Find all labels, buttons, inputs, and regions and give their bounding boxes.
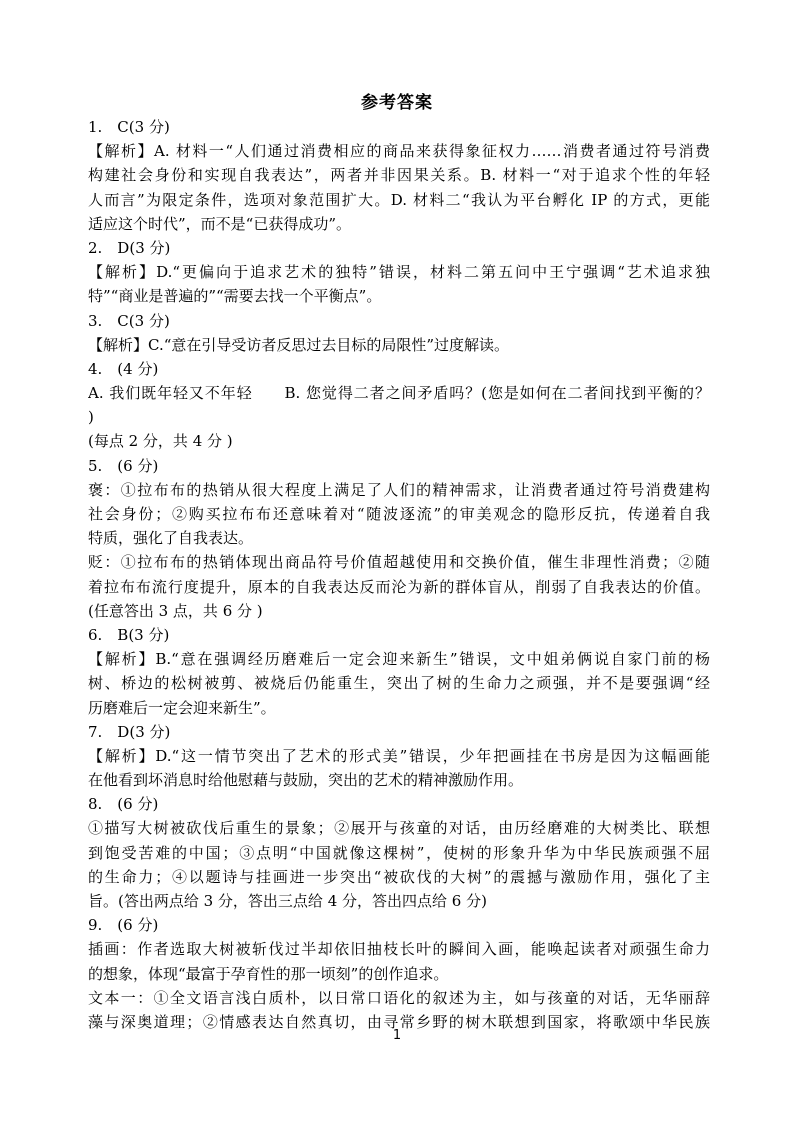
text-line: 的生命力；④以题诗与挂画进一步突出“被砍伐的大树”的震撼与激励作用，强化了主 [88,867,710,886]
answer-content [88,115,710,1034]
text-line: A. 我们既年轻又不年轻 B. 您觉得二者之间矛盾吗？(您是如何在二者间找到平衡的？ [88,384,710,403]
text-line: 的想象，体现“最富于孕育性的那一顷刻”的创作追求。 [88,964,449,983]
text-line: 人而言”为限定条件，选项对象范围扩大。D. 材料二“我认为平台孵化 IP 的方式，更能 [88,190,710,209]
text-line: 特质，强化了自我表达。 [88,529,254,548]
text-line: 藻与深奥道理；②情感表达自然真切，由寻常乡野的树木联想到国家，将歌颂中华民族 [88,1012,710,1031]
text-line: ) [88,408,94,427]
text-line: 【解析】D.“这一情节突出了艺术的形式美”错误，少年把画挂在书房是因为这幅画能 [88,746,710,765]
text-line: 2. D(3 分) [88,238,171,257]
text-line: 9. (6 分) [88,916,159,935]
page-number: 1 [392,1028,402,1043]
text-line: 【解析】A. 材料一“人们通过消费相应的商品来获得象征权力……消费者通过符号消费 [88,142,710,161]
text-line: (每点 2 分，共 4 分 ) [88,432,233,451]
page-title: 参考答案 [361,93,433,113]
text-line: 到饱受苦难的中国；③点明“中国就像这棵树”，使树的形象升华为中华民族顽强不屈 [88,843,710,862]
text-line: 历磨难后一定会迎来新生”。 [88,698,276,717]
text-line: 【解析】B.“意在强调经历磨难后一定会迎来新生”错误，文中姐弟俩说自家门前的杨 [88,650,710,669]
text-line: 【解析】C.“意在引导受访者反思过去目标的局限性”过度解读。 [88,335,510,354]
text-line: 3. C(3 分) [88,311,170,330]
text-line: 着拉布布流行度提升，原本的自我表达反而沦为新的群体盲从，削弱了自我表达的价值。 [88,577,710,596]
text-line: (任意答出 3 点，共 6 分 ) [88,601,263,620]
text-line: 适应这个时代”，而不是“已获得成功”。 [88,214,352,233]
text-line: 社会身份；②购买拉布布还意味着对“随波逐流”的审美观念的隐形反抗，传递着自我 [88,505,710,523]
text-line: 8. (6 分) [88,795,159,814]
text-line: 贬：①拉布布的热销体现出商品符号价值超越使用和交换价值，催生非理性消费；②随 [88,553,710,572]
text-line: 【解析】D.“更偏向于追求艺术的独特”错误，材料二第五问中王宁强调“艺术追求独 [88,263,710,282]
text-line: ①描写大树被砍伐后重生的景象；②展开与孩童的对话，由历经磨难的大树类比、联想 [88,819,710,838]
text-line: 5. (6 分) [88,456,159,475]
text-line: 6. B(3 分) [88,625,170,644]
text-line: 7. D(3 分) [88,722,171,741]
text-line: 文本一：①全文语言浅白质朴，以日常口语化的叙述为主，如与孩童的对话，无华丽辞 [88,988,710,1007]
text-line: 插画：作者选取大树被斩伐过半却依旧抽枝长叶的瞬间入画，能唤起读者对顽强生命力 [88,940,710,959]
text-line: 1. C(3 分) [88,118,170,136]
text-line: 4. (4 分) [88,359,159,378]
text-line: 特”“商业是普遍的”“需要去找一个平衡点”。 [88,287,382,306]
text-line: 褒：①拉布布的热销从很大程度上满足了人们的精神需求，让消费者通过符号消费建构 [88,480,710,499]
text-line: 构建社会身份和实现自我表达”，两者并非因果关系。B. 材料一“对于追求个性的年轻 [88,166,710,185]
text-line: 树、桥边的松树被剪、被烧后仍能重生，突出了树的生命力之顽强，并不是要强调“经 [88,674,710,693]
text-line: 在他看到坏消息时给他慰藉与鼓励，突出的艺术的精神激励作用。 [88,771,524,790]
text-line: 旨。(答出两点给 3 分，答出三点给 4 分，答出四点给 6 分) [88,892,487,910]
